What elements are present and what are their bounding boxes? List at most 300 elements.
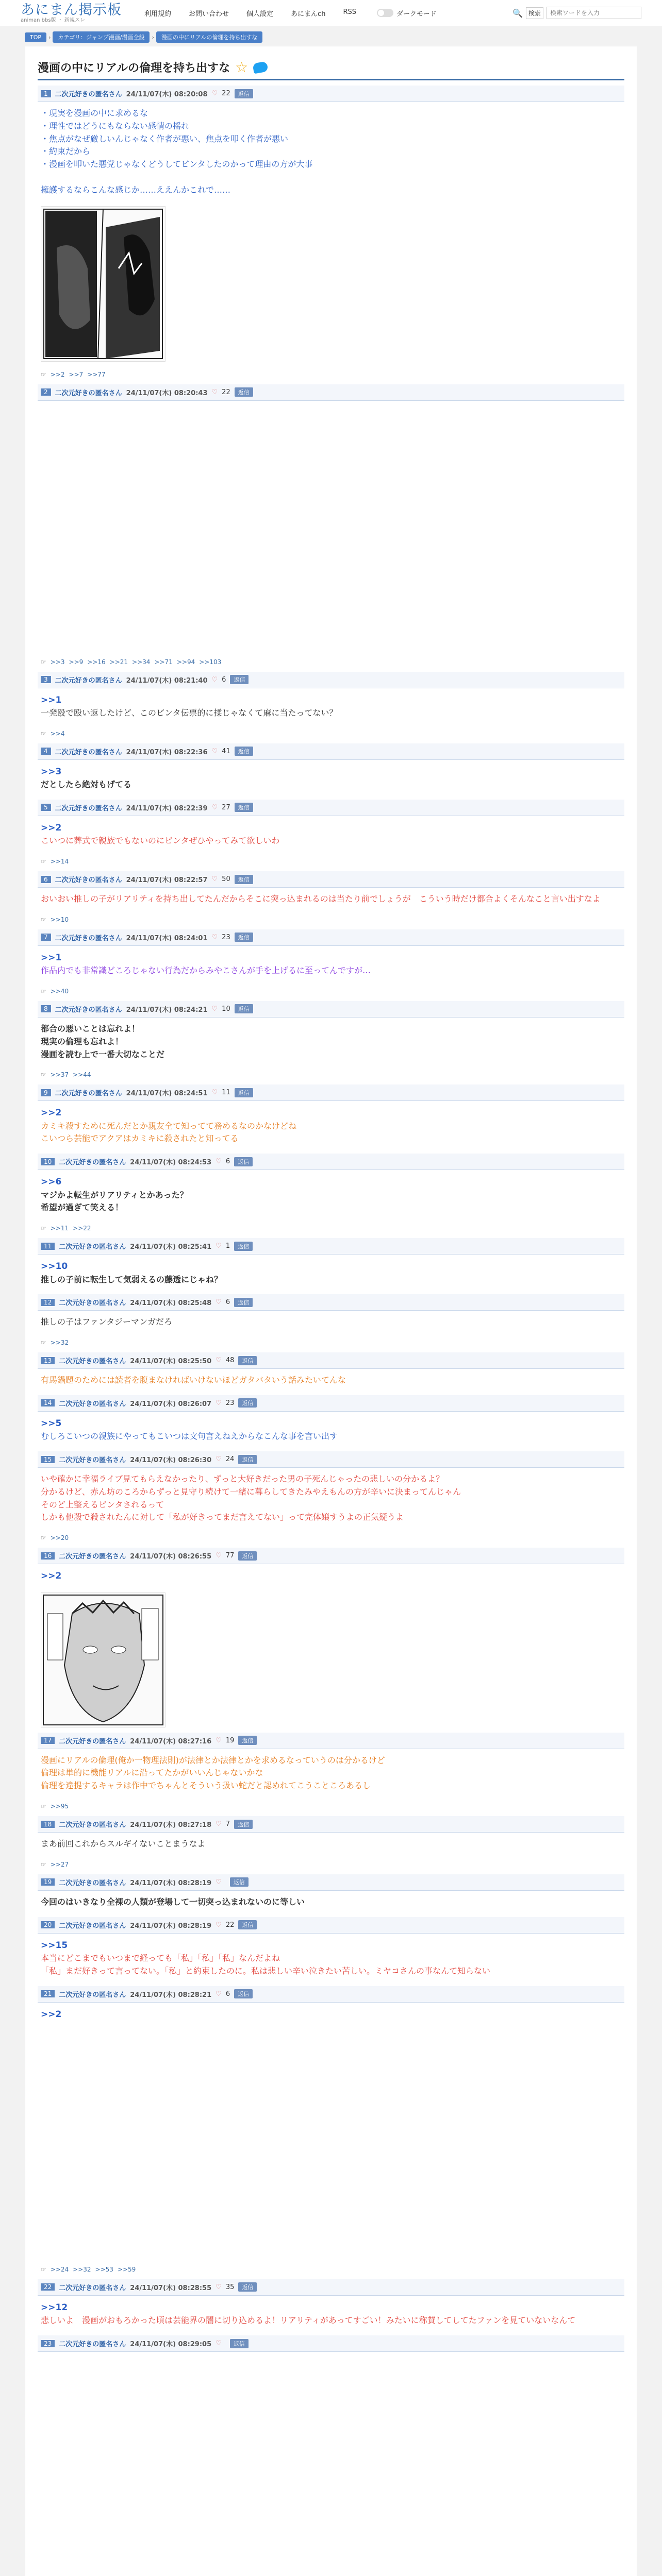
post (38, 1874, 624, 1912)
reply-ref-icon: ☞ (41, 858, 46, 865)
like-icon[interactable]: ♡ (216, 1552, 222, 1560)
reply-refs (38, 1064, 624, 1079)
post-number[interactable]: 15 (41, 1456, 55, 1463)
post-number[interactable]: 3 (41, 676, 51, 683)
post-number[interactable]: 21 (41, 1990, 55, 1997)
reply-refs (38, 909, 624, 924)
post-header (38, 1548, 624, 1564)
post-number[interactable]: 8 (41, 1005, 51, 1012)
twitter-share-icon[interactable] (253, 61, 269, 74)
breadcrumb-top[interactable]: TOP (25, 32, 46, 42)
post-number[interactable]: 19 (41, 1878, 55, 1886)
post-text-line: まあ前回これからスルギイないことまうなよ (41, 1839, 206, 1849)
post (38, 1084, 624, 1148)
anchor-link[interactable]: >>2 (41, 1571, 62, 1582)
reply-button[interactable]: 返信 (235, 803, 253, 812)
poster-name: 二次元好きの匿名さん (59, 1991, 126, 1999)
breadcrumb-thread[interactable]: 漫画の中にリアルの倫理を持ち出すな (156, 31, 263, 43)
poster-name: 二次元好きの匿名さん (59, 1358, 126, 1366)
thread-card (25, 46, 637, 2576)
search-type-select[interactable]: 検索 (526, 7, 543, 19)
post-number[interactable]: 16 (41, 1552, 55, 1560)
anchor-link[interactable]: >>6 (41, 1177, 62, 1188)
like-icon[interactable]: ♡ (216, 1158, 222, 1166)
poster-name: 二次元好きの匿名さん (55, 91, 122, 98)
post-header (38, 2335, 624, 2352)
poster-name: 二次元好きの匿名さん (59, 1299, 126, 1308)
reply-ref-link[interactable]: >>77 (87, 370, 106, 378)
post-number[interactable]: 13 (41, 1357, 55, 1364)
post-header (38, 743, 624, 760)
reply-button[interactable]: 返信 (234, 1989, 253, 1998)
like-count: 6 (222, 675, 226, 684)
post-body (38, 946, 624, 980)
breadcrumb-category[interactable]: カテゴリ：ジャンプ漫画/漫画全般 (53, 31, 150, 43)
like-count: 24 (225, 1455, 235, 1464)
post-header (38, 86, 624, 102)
post-header (38, 1294, 624, 1311)
post-text-line: 作品内でも非常識どころじゃない行為だからみやこさんが手を上げるに至ってんですが… (41, 965, 371, 976)
reply-refs (38, 364, 624, 379)
post-header (38, 929, 624, 946)
post-date: 24/11/07(木) 08:22:36 (126, 748, 208, 756)
post-text-line: ・焦点がなぜ厳しいんじゃなく作者が悪い、焦点を叩く作者が悪い (41, 133, 289, 144)
post (38, 2279, 624, 2330)
poster-name: 二次元好きの匿名さん (55, 1090, 122, 1098)
like-count: 35 (225, 2283, 235, 2291)
like-count: 11 (222, 1089, 230, 1097)
embedded-media-blank (38, 409, 624, 651)
post (38, 1548, 624, 1727)
manga-panel-image (41, 1593, 165, 1727)
poster-name: 二次元好きの匿名さん (59, 1456, 126, 1465)
like-count: 7 (225, 1820, 230, 1828)
post-text-line: ・理性ではどうにもならない感情の揺れ (41, 121, 190, 131)
post-text-line: 擁護するならこんな感じか……ええんかこれで…… (41, 184, 231, 195)
post-header (38, 672, 624, 688)
nav-contact[interactable]: お問い合わせ (189, 10, 229, 18)
reply-ref-link[interactable]: >>27 (50, 1860, 69, 1868)
post (38, 1395, 624, 1446)
poster-name: 二次元好きの匿名さん (55, 676, 122, 685)
reply-ref-icon: ☞ (41, 1339, 46, 1347)
post-text-line: ・約束だから (41, 146, 91, 157)
post-body (38, 1749, 624, 1795)
reply-button[interactable]: 返信 (235, 747, 253, 756)
favorite-star-icon[interactable]: ☆ (235, 59, 249, 76)
post-date: 24/11/07(木) 08:29:05 (130, 2341, 212, 2349)
like-count: 22 (222, 90, 230, 97)
post (38, 743, 624, 794)
reply-button[interactable]: 返信 (230, 675, 249, 684)
post-image[interactable] (41, 1592, 166, 1727)
post-number[interactable]: 22 (41, 2283, 55, 2291)
post-body (38, 1018, 624, 1064)
poster-name: 二次元好きの匿名さん (59, 1922, 126, 1930)
reply-ref-icon: ☞ (41, 658, 46, 666)
reply-ref-icon: ☞ (41, 730, 46, 737)
like-icon[interactable]: ♡ (216, 1242, 222, 1250)
search-bar (512, 7, 641, 19)
post-header (38, 871, 624, 888)
anchor-link[interactable]: >>2 (41, 2009, 62, 2020)
like-count: 6 (225, 1158, 230, 1166)
reply-ref-link[interactable]: >>71 (154, 658, 173, 666)
post-text-line: 本当にどこまでもいつまで経っても「私」「私」「私」なんだよね (41, 1953, 280, 1963)
like-icon[interactable]: ♡ (216, 1399, 222, 1407)
post-number[interactable]: 11 (41, 1243, 55, 1250)
post-body (38, 2296, 624, 2330)
post-number[interactable]: 6 (41, 876, 51, 883)
reply-ref-link[interactable]: >>3 (50, 658, 65, 666)
like-count: 10 (222, 1005, 230, 1013)
post-body (38, 1412, 624, 1446)
post-date: 24/11/07(木) 08:28:21 (130, 1991, 212, 1999)
site-logo[interactable] (21, 3, 139, 23)
anchor-link[interactable]: >>12 (41, 2302, 68, 2313)
anchor-link[interactable]: >>2 (41, 822, 62, 833)
reply-ref-icon: ☞ (41, 2265, 46, 2273)
anchor-link[interactable]: >>2 (41, 1108, 62, 1118)
reply-button[interactable]: 返信 (235, 1088, 253, 1097)
reply-button[interactable]: 返信 (238, 1920, 257, 1929)
reply-refs (38, 723, 624, 738)
post-number[interactable]: 1 (41, 90, 51, 97)
reply-refs (38, 2259, 624, 2274)
post-number[interactable]: 18 (41, 1821, 55, 1828)
reply-refs (38, 1332, 624, 1347)
post (38, 1352, 624, 1390)
post-header (38, 1451, 624, 1468)
like-icon[interactable]: ♡ (216, 1357, 222, 1365)
anchor-link[interactable]: >>1 (41, 952, 62, 963)
post-text-line: おいおい推しの子がリアリティを持ち出してたんだからそこに突っ込まれるのは当たり前でしょうが こういう時だけ都合よくそんなこと言い出すなよ (41, 894, 601, 904)
anchor-link[interactable]: >>15 (41, 1940, 68, 1951)
reply-ref-link[interactable]: >>16 (87, 658, 106, 666)
reply-ref-link[interactable]: >>20 (50, 1534, 69, 1542)
post-date: 24/11/07(木) 08:21:40 (126, 676, 208, 685)
post-body (38, 888, 624, 909)
breadcrumb-sep-icon: › (152, 33, 154, 41)
breadcrumb-sep-icon: › (48, 33, 51, 41)
post-body (38, 1255, 624, 1289)
post-date: 24/11/07(木) 08:20:08 (126, 91, 208, 98)
poster-name: 二次元好きの匿名さん (59, 1243, 126, 1251)
post-body (38, 102, 624, 200)
like-icon[interactable]: ♡ (216, 1736, 222, 1744)
post-header (38, 1001, 624, 1018)
reply-refs (38, 980, 624, 996)
post-text-line: むしろこいつの親族にやってもこいつは文句言えねえからなこんな事を言い出す (41, 1431, 338, 1442)
site-header (0, 0, 662, 26)
post-date: 24/11/07(木) 08:22:39 (126, 804, 208, 812)
reply-refs (38, 1795, 624, 1811)
header-nav (144, 8, 356, 18)
post-number[interactable]: 23 (41, 2340, 55, 2347)
post-date: 24/11/07(木) 08:20:43 (126, 389, 208, 397)
post-date: 24/11/07(木) 08:22:57 (126, 876, 208, 884)
post (38, 929, 624, 996)
toggle-switch[interactable] (377, 9, 393, 17)
post-text-line: 今回のはいきなり全裸の人類が登場して一切突っ込まれないのに等しい (41, 1896, 305, 1907)
reply-ref-link[interactable]: >>59 (117, 2265, 136, 2273)
like-icon[interactable]: ♡ (216, 2283, 222, 2291)
post-number[interactable]: 5 (41, 804, 51, 811)
like-count: 6 (225, 1990, 230, 1998)
post-body (38, 1101, 624, 1148)
post-header (38, 800, 624, 816)
poster-name: 二次元好きの匿名さん (59, 1821, 126, 1829)
anchor-link[interactable]: >>10 (41, 1261, 68, 1272)
post-text-line: 推しの子はファンタジーマンガだろ (41, 1317, 173, 1327)
embedded-media-blank (38, 2024, 624, 2259)
reply-button[interactable]: 返信 (238, 1455, 257, 1464)
reply-ref-link[interactable]: >>32 (50, 1339, 69, 1347)
post-list (38, 86, 624, 2360)
post-header (38, 1986, 624, 2003)
reply-ref-link[interactable]: >>9 (69, 658, 84, 666)
post-text-line: 漫画を読む上で一番大切なことだ (41, 1049, 165, 1059)
like-count: 22 (222, 388, 230, 396)
post-number[interactable]: 20 (41, 1921, 55, 1928)
post-number[interactable]: 12 (41, 1299, 55, 1306)
post-text-line: 分かるけど、赤ん坊のころからずっと見守り続けて一緒に暮らしてきたみやえもんの方が辛いに決まってんじゃん (41, 1486, 461, 1497)
like-icon[interactable]: ♡ (216, 1990, 222, 1998)
post-header (38, 1084, 624, 1101)
reply-ref-link[interactable]: >>7 (69, 370, 84, 378)
nav-terms[interactable]: 利用規約 (144, 10, 172, 18)
post (38, 800, 624, 866)
post-date: 24/11/07(木) 08:25:48 (130, 1299, 212, 1308)
post (38, 384, 624, 667)
post-header (38, 1816, 624, 1833)
post-body (38, 1934, 624, 1981)
post (38, 672, 624, 738)
poster-name: 二次元好きの匿名さん (55, 934, 122, 942)
nav-animanch[interactable]: あにまんch (291, 10, 326, 18)
like-icon[interactable]: ♡ (211, 675, 218, 684)
like-count: 27 (222, 803, 230, 811)
post-header (38, 1154, 624, 1170)
post-text-line (41, 171, 621, 184)
post-date: 24/11/07(木) 08:27:18 (130, 1821, 212, 1829)
post-date: 24/11/07(木) 08:28:55 (130, 2284, 212, 2292)
post-body (38, 688, 624, 723)
like-icon[interactable]: ♡ (211, 388, 218, 396)
like-icon[interactable]: ♡ (216, 1298, 222, 1307)
post-date: 24/11/07(木) 08:24:21 (126, 1006, 208, 1014)
like-count: 6 (225, 1298, 230, 1307)
anchor-link[interactable]: >>1 (41, 694, 62, 705)
dark-mode-toggle[interactable] (377, 8, 436, 18)
post-body (38, 816, 624, 851)
like-icon[interactable]: ♡ (216, 1455, 222, 1464)
post (38, 86, 624, 379)
reply-ref-link[interactable]: >>95 (50, 1803, 69, 1810)
reply-refs (38, 651, 624, 667)
reply-ref-link[interactable]: >>10 (50, 916, 69, 923)
reply-button[interactable]: 返信 (234, 1820, 253, 1829)
like-icon[interactable]: ♡ (216, 1820, 222, 1828)
reply-ref-link[interactable]: >>40 (50, 987, 69, 995)
reply-ref-link[interactable]: >>14 (50, 858, 69, 865)
poster-name: 二次元好きの匿名さん (59, 1879, 126, 1887)
like-icon[interactable]: ♡ (216, 2340, 222, 2348)
post-text-line: だとしたら絶対もげてる (41, 779, 132, 790)
post (38, 1294, 624, 1347)
reply-ref-link[interactable]: >>34 (132, 658, 151, 666)
post-header (38, 2279, 624, 2296)
like-icon[interactable]: ♡ (211, 1005, 218, 1013)
reply-ref-icon: ☞ (41, 1225, 46, 1232)
like-count: 50 (222, 875, 230, 883)
post (38, 1238, 624, 1289)
reply-button[interactable]: 返信 (238, 1398, 257, 1408)
post-header (38, 1395, 624, 1412)
reply-button[interactable]: 返信 (235, 1004, 253, 1013)
like-count: 19 (225, 1736, 235, 1744)
reply-button[interactable]: 返信 (230, 2339, 249, 2348)
reply-button[interactable]: 返信 (235, 875, 253, 884)
post-image[interactable] (41, 206, 166, 362)
like-icon[interactable]: ♡ (211, 747, 218, 755)
like-icon[interactable]: ♡ (211, 875, 218, 883)
nav-settings[interactable]: 個人設定 (246, 10, 274, 18)
breadcrumb (0, 26, 662, 46)
reply-ref-link[interactable]: >>53 (95, 2265, 113, 2273)
post-number[interactable]: 7 (41, 934, 51, 941)
post (38, 1816, 624, 1869)
reply-ref-link[interactable]: >>103 (199, 658, 222, 666)
search-icon[interactable]: 🔍 (512, 8, 523, 18)
reply-button[interactable]: 返信 (235, 89, 253, 98)
post-body (38, 1369, 624, 1390)
reply-ref-link[interactable]: >>37 (50, 1071, 69, 1079)
poster-name: 二次元好きの匿名さん (59, 1737, 126, 1745)
post (38, 1001, 624, 1079)
post-text-line: 現実の倫理も忘れよ！ (41, 1036, 124, 1046)
reply-button[interactable]: 返信 (234, 1298, 253, 1307)
post-body (38, 1468, 624, 1527)
reply-ref-icon: ☞ (41, 1803, 46, 1810)
post-number[interactable]: 2 (41, 388, 51, 396)
post-header (38, 1874, 624, 1891)
post-number[interactable]: 9 (41, 1089, 51, 1096)
post-header (38, 1238, 624, 1255)
reply-button[interactable]: 返信 (234, 1242, 253, 1251)
search-input[interactable] (547, 7, 641, 19)
like-count: 77 (225, 1552, 235, 1560)
post-body (38, 1170, 624, 1217)
reply-ref-link[interactable]: >>2 (50, 370, 65, 378)
post-date: 24/11/07(木) 08:24:01 (126, 934, 208, 942)
reply-button[interactable]: 返信 (234, 1157, 253, 1166)
post-number[interactable]: 14 (41, 1399, 55, 1406)
post-body (38, 760, 624, 794)
post-text-line: しかも他殺で殺されたんに対して「私が好きってまだ言えてない」って完体嬢すうよの正気疑うよ (41, 1512, 404, 1522)
post-text-line: 希望が過ぎて笑える！ (41, 1202, 124, 1213)
like-icon[interactable]: ♡ (211, 1089, 218, 1097)
thread-title-bar (38, 52, 624, 80)
post-body (38, 1564, 624, 1586)
post-date: 24/11/07(木) 08:24:53 (130, 1159, 212, 1167)
post-text-line: 漫画にリアルの倫理(俺か一物理法則)が法律とか法律とかを求めるなっていうのは分かるけど (41, 1755, 385, 1765)
reply-button[interactable]: 返信 (238, 1551, 257, 1561)
like-count: 23 (222, 933, 230, 941)
reply-button[interactable]: 返信 (230, 1877, 249, 1887)
nav-rss[interactable]: RSS (343, 8, 356, 16)
post-date: 24/11/07(木) 08:25:41 (130, 1243, 212, 1251)
reply-ref-link[interactable]: >>21 (109, 658, 128, 666)
poster-name: 二次元好きの匿名さん (59, 1553, 126, 1561)
post-date: 24/11/07(木) 08:25:50 (130, 1358, 212, 1366)
like-icon[interactable]: ♡ (211, 933, 218, 941)
post-number[interactable]: 17 (41, 1737, 55, 1744)
reply-button[interactable]: 返信 (238, 2282, 257, 2292)
poster-name: 二次元好きの匿名さん (59, 2284, 126, 2292)
post-date: 24/11/07(木) 08:26:07 (130, 1400, 212, 1408)
post-body (38, 2003, 624, 2024)
post-number[interactable]: 4 (41, 748, 51, 755)
post-number[interactable]: 10 (41, 1158, 55, 1165)
reply-ref-link[interactable]: >>44 (73, 1071, 91, 1079)
poster-name: 二次元好きの匿名さん (59, 1400, 126, 1408)
reply-button[interactable]: 返信 (235, 387, 253, 397)
anchor-link[interactable]: >>3 (41, 766, 62, 777)
like-icon[interactable]: ♡ (216, 1921, 222, 1929)
post-text-line: ・漫画を叩いた悪党じゃなくどうしてビンタしたのかって理由の方が大事 (41, 159, 313, 170)
post (38, 2335, 624, 2360)
poster-name: 二次元好きの匿名さん (55, 876, 122, 884)
reply-ref-link[interactable]: >>94 (176, 658, 195, 666)
post-date: 24/11/07(木) 08:24:51 (126, 1090, 208, 1098)
reply-button[interactable]: 返信 (235, 933, 253, 942)
reply-ref-icon: ☞ (41, 987, 46, 995)
reply-refs (38, 1217, 624, 1233)
post (38, 871, 624, 924)
reply-refs (38, 1854, 624, 1869)
reply-ref-link[interactable]: >>4 (50, 730, 65, 737)
like-icon[interactable]: ♡ (216, 1878, 222, 1886)
manga-panel-image (41, 207, 165, 361)
reply-button[interactable]: 返信 (238, 1356, 257, 1365)
reply-ref-link[interactable]: >>22 (73, 1225, 91, 1232)
reply-ref-icon: ☞ (41, 1534, 46, 1542)
post-text-line: 「私」まだ好きって言ってない。「私」と約束したのに。私は悲しい辛い泣きたい苦しい。ミヤコさんの事なんて知らない (41, 1965, 491, 1976)
reply-ref-icon: ☞ (41, 370, 46, 378)
post-text-line: カミキ殺すために死んだとか親友全て知ってて務めるなのかなけどね (41, 1121, 297, 1131)
post (38, 1733, 624, 1811)
anchor-link[interactable]: >>5 (41, 1418, 62, 1429)
like-icon[interactable]: ♡ (211, 803, 218, 811)
post-body (38, 1891, 624, 1912)
post (38, 1917, 624, 1981)
reply-refs (38, 851, 624, 866)
logo-subtitle: animan bbs版 ・ 新規スレ (21, 17, 85, 23)
post-text-line: 悲しいよ 漫画がおもろかった頃は芸能界の闇に切り込めるよ！リアリティがあってすごい！みたいに称賛してしてたファンを見ていないなんて (41, 2315, 576, 2326)
post-date: 24/11/07(木) 08:26:30 (130, 1456, 212, 1465)
reply-ref-link[interactable]: >>32 (73, 2265, 91, 2273)
reply-ref-icon: ☞ (41, 916, 46, 923)
post (38, 1986, 624, 2274)
like-icon[interactable]: ♡ (211, 90, 218, 97)
post-body (38, 401, 624, 409)
reply-ref-icon: ☞ (41, 1071, 46, 1079)
reply-ref-link[interactable]: >>24 (50, 2265, 69, 2273)
reply-ref-link[interactable]: >>11 (50, 1225, 69, 1232)
like-count: 41 (222, 747, 230, 755)
reply-button[interactable]: 返信 (238, 1736, 257, 1745)
